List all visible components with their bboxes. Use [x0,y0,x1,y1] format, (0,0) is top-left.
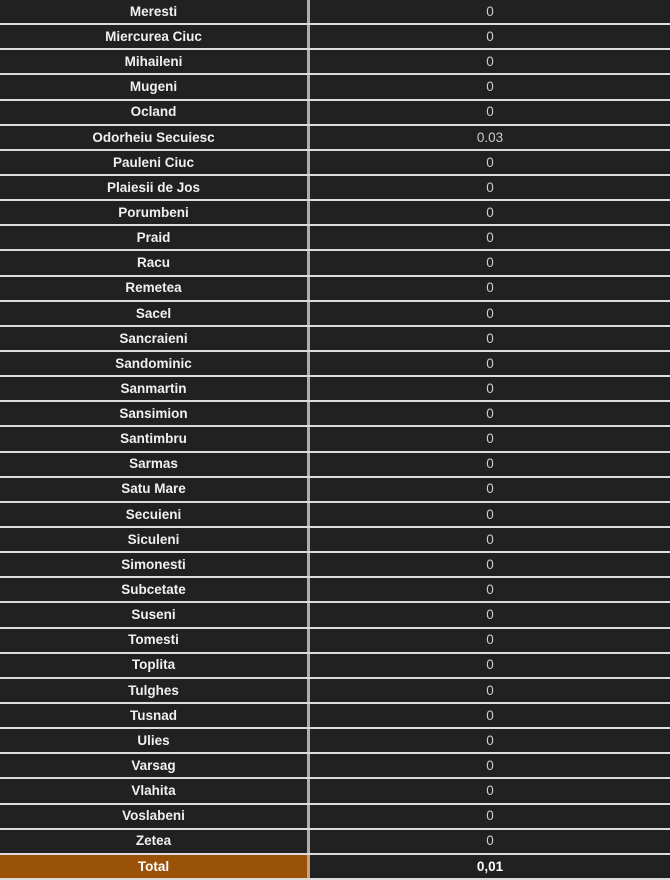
table-row[interactable] [0,151,670,176]
value-cell: 0 [310,201,670,224]
value-cell: 0 [310,704,670,727]
locality-cell: Simonesti [0,553,310,576]
locality-cell: Ulies [0,729,310,752]
total-label-cell: Total [0,855,310,878]
value-cell: 0 [310,779,670,802]
table-row[interactable] [0,503,670,528]
value-cell: 0 [310,277,670,300]
value-cell: 0 [310,151,670,174]
value-cell: 0 [310,603,670,626]
value-cell: 0 [310,75,670,98]
table-row[interactable] [0,679,670,704]
value-cell: 0 [310,478,670,501]
table-row[interactable] [0,75,670,100]
value-cell: 0.03 [310,126,670,149]
table-row[interactable] [0,402,670,427]
table-row[interactable] [0,629,670,654]
table-row[interactable] [0,729,670,754]
table-row[interactable] [0,654,670,679]
table-row[interactable] [0,50,670,75]
value-cell: 0 [310,578,670,601]
locality-cell: Sarmas [0,453,310,476]
table-row[interactable] [0,754,670,779]
value-cell: 0 [310,503,670,526]
locality-cell: Voslabeni [0,805,310,828]
value-cell: 0 [310,0,670,23]
value-cell: 0 [310,302,670,325]
table-row[interactable] [0,704,670,729]
table-row[interactable] [0,830,670,855]
locality-cell: Tusnad [0,704,310,727]
locality-cell: Tomesti [0,629,310,652]
locality-cell: Subcetate [0,578,310,601]
locality-cell: Racu [0,251,310,274]
value-cell: 0 [310,101,670,124]
table-row[interactable] [0,603,670,628]
value-cell: 0 [310,327,670,350]
table-row[interactable] [0,126,670,151]
locality-cell: Vlahita [0,779,310,802]
locality-cell: Tulghes [0,679,310,702]
table-row[interactable] [0,201,670,226]
value-cell: 0 [310,754,670,777]
table-row[interactable] [0,553,670,578]
value-cell: 0 [310,251,670,274]
table-row[interactable] [0,528,670,553]
locality-cell: Sandominic [0,352,310,375]
value-cell: 0 [310,553,670,576]
table-row[interactable] [0,453,670,478]
locality-cell: Ocland [0,101,310,124]
locality-cell: Miercurea Ciuc [0,25,310,48]
value-cell: 0 [310,352,670,375]
value-cell: 0 [310,402,670,425]
table-row[interactable] [0,352,670,377]
value-cell: 0 [310,654,670,677]
value-cell: 0 [310,176,670,199]
locality-cell: Sacel [0,302,310,325]
value-cell: 0 [310,729,670,752]
locality-cell: Mugeni [0,75,310,98]
table-row[interactable] [0,779,670,804]
table-row[interactable] [0,377,670,402]
table-row[interactable] [0,327,670,352]
locality-cell: Suseni [0,603,310,626]
locality-cell: Varsag [0,754,310,777]
locality-cell: Sancraieni [0,327,310,350]
value-cell: 0 [310,679,670,702]
value-cell: 0 [310,50,670,73]
locality-cell: Plaiesii de Jos [0,176,310,199]
table-row[interactable] [0,176,670,201]
value-cell: 0 [310,830,670,853]
locality-cell: Porumbeni [0,201,310,224]
value-cell: 0 [310,805,670,828]
table-row[interactable] [0,478,670,503]
value-cell: 0 [310,427,670,450]
locality-cell: Meresti [0,0,310,23]
table-row[interactable] [0,578,670,603]
locality-cell: Sansimion [0,402,310,425]
table-row[interactable] [0,226,670,251]
locality-cell: Secuieni [0,503,310,526]
table-row[interactable] [0,427,670,452]
locality-cell: Mihaileni [0,50,310,73]
total-value-cell: 0,01 [310,855,670,878]
locality-cell: Zetea [0,830,310,853]
table-row[interactable] [0,805,670,830]
table-row[interactable] [0,251,670,276]
table-row[interactable] [0,101,670,126]
locality-cell: Remetea [0,277,310,300]
locality-cell: Praid [0,226,310,249]
locality-cell: Siculeni [0,528,310,551]
locality-cell: Toplita [0,654,310,677]
value-cell: 0 [310,25,670,48]
locality-cell: Sanmartin [0,377,310,400]
value-cell: 0 [310,528,670,551]
value-cell: 0 [310,226,670,249]
locality-cell: Odorheiu Secuiesc [0,126,310,149]
locality-cell: Satu Mare [0,478,310,501]
total-row[interactable] [0,855,670,880]
value-cell: 0 [310,629,670,652]
table-row[interactable] [0,0,670,25]
table-row[interactable] [0,25,670,50]
table-row[interactable] [0,277,670,302]
locality-cell: Pauleni Ciuc [0,151,310,174]
locality-cell: Santimbru [0,427,310,450]
value-cell: 0 [310,377,670,400]
value-cell: 0 [310,453,670,476]
table-row[interactable] [0,302,670,327]
